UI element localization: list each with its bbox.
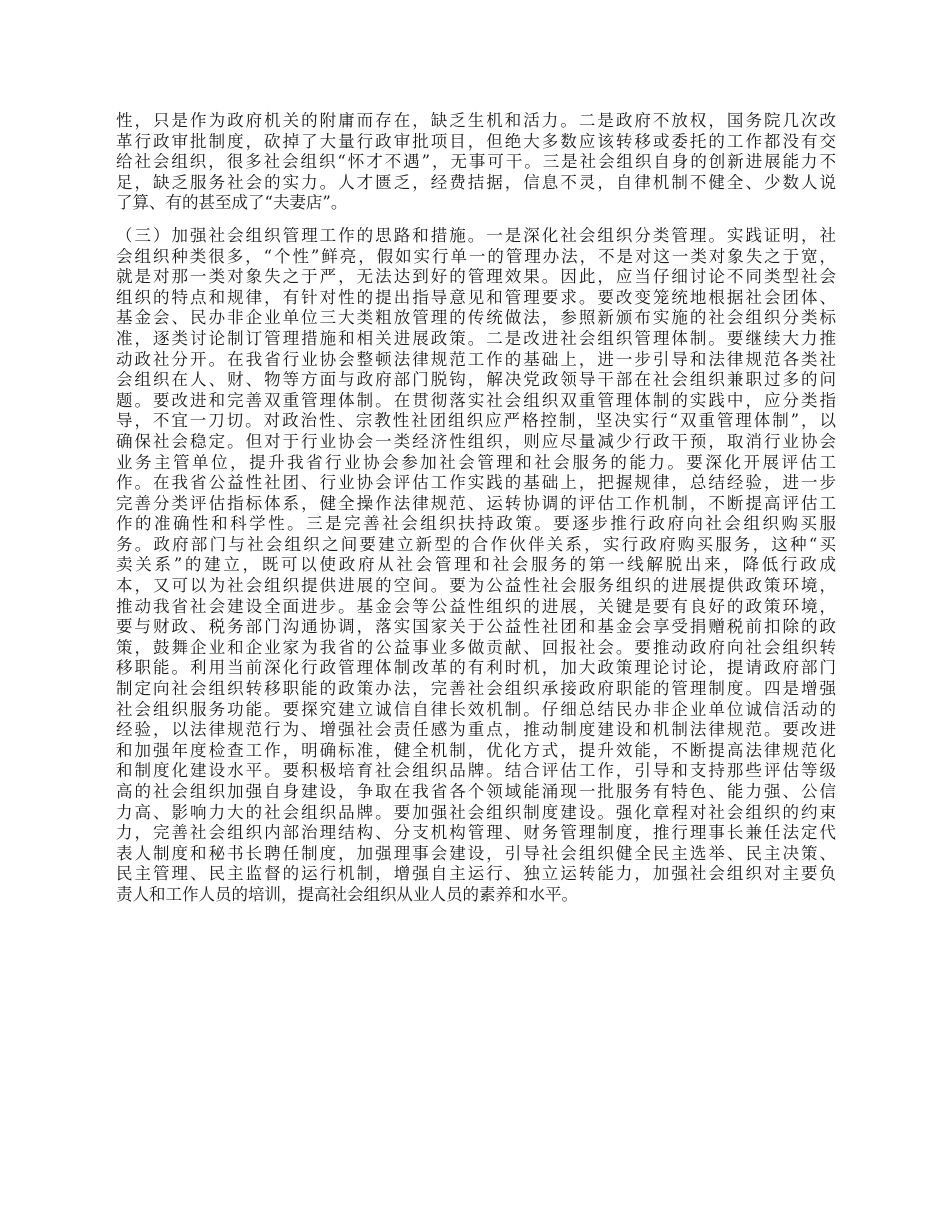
text-line: 业务主管单位，提升我省行业协会参加社会管理和社会服务的能力。要深化开展评估工: [116, 452, 836, 472]
text-line: 组织的特点和规律，有针对性的提出指导意见和管理要求。要改变笼统地根据社会团体、: [116, 287, 836, 307]
text-line: 作。在我省公益性社团、行业协会评估工作实践的基础上，把握规律，总结经验，进一步: [116, 473, 836, 493]
paragraph-1: [116, 111, 836, 214]
text-line: 了算、有的甚至成了“夫妻店”。: [116, 193, 348, 213]
text-line: 确保社会稳定。但对于行业协会一类经济性组织，则应尽量减少行政干预，取消行业协会: [116, 431, 836, 451]
text-line: 要与财政、税务部门沟通协调，落实国家关于公益性社团和基金会享受捐赠税前扣除的政: [116, 617, 836, 637]
text-line: 经验，以法律规范行为、增强社会责任感为重点，推动制度建设和机制法律规范。要改进: [116, 720, 836, 740]
text-line: 会组织在人、财、物等方面与政府部门脱钩，解决党政领导干部在社会组织兼职过多的问: [116, 370, 836, 390]
paragraph-2: [116, 226, 836, 906]
text-line: 和加强年度检查工作，明确标准，健全机制，优化方式，提升效能，不断提高法律规范化: [116, 740, 836, 760]
text-line: 足，缺乏服务社会的实力。人才匮乏，经费拮据，信息不灵，自律机制不健全、少数人说: [116, 172, 836, 192]
text-line: 务。政府部门与社会组织之间要建立新型的合作伙伴关系，实行政府购买服务，这种“买: [116, 534, 836, 554]
text-line: 高的社会组织加强自身建设，争取在我省各个领域能涌现一批服务有特色、能力强、公信: [116, 782, 836, 801]
text-line: 社会组织服务功能。要探究建立诚信自律长效机制。仔细总结民办非企业单位诚信活动的: [116, 699, 836, 719]
text-line: 力，完善社会组织内部治理结构、分支机构管理、财务管理制度，推行理事长兼任法定代: [116, 823, 836, 843]
text-line: 制定向社会组织转移职能的政策办法，完善社会组织承接政府职能的管理制度。四是增强: [116, 679, 836, 699]
text-line: 会组织种类很多，“个性”鲜亮，假如实行单一的管理办法，不是对这一类对象失之于宽，: [116, 246, 836, 266]
text-line: 民主管理、民主监督的运行机制，增强自主运行、独立运转能力，加强社会组织对主要负: [116, 864, 836, 884]
text-line: 推动我省社会建设全面进步。基金会等公益性组织的进展，关键是要有良好的政策环境，: [116, 596, 836, 616]
document-body: [116, 111, 836, 906]
text-line: 责人和工作人员的培训，提高社会组织从业人员的素养和水平。: [116, 884, 578, 904]
text-line: 革行政审批制度，砍掉了大量行政审批项目，但绝大多数应该转移或委托的工作都没有交: [116, 131, 836, 151]
text-line: 作的准确性和科学性。三是完善社会组织扶持政策。要逐步推行政府向社会组织购买服: [116, 514, 836, 534]
text-line: 力高、影响力大的社会组织品牌。要加强社会组织制度建设。强化章程对社会组织的约束: [116, 802, 836, 822]
text-line: 导，不宜一刀切。对政治性、宗教性社团组织应严格控制，坚决实行“双重管理体制”，以: [116, 411, 836, 431]
text-line: 动政社分开。在我省行业协会整顿法律规范工作的基础上，进一步引导和法律规范各类社: [116, 349, 836, 369]
text-line: 移职能。利用当前深化行政管理体制改革的有利时机，加大政策理论讨论，提请政府部门: [116, 658, 836, 678]
text-line: 卖关系”的建立，既可以使政府从社会管理和社会服务的第一线解脱出来，降低行政成: [116, 555, 836, 575]
paragraph-gap: [116, 214, 836, 226]
text-line: 本，又可以为社会组织提供进展的空间。要为公益性社会服务组织的进展提供政策环境，: [116, 576, 836, 596]
text-line: 和制度化建设水平。要积极培育社会组织品牌。结合评估工作，引导和支持那些评估等级: [116, 761, 836, 781]
text-line: 题。要改进和完善双重管理体制。在贯彻落实社会组织双重管理体制的实践中，应分类指: [116, 390, 836, 410]
text-line: 给社会组织，很多社会组织“怀才不遇”，无事可干。三是社会组织自身的创新进展能力不: [116, 152, 836, 172]
text-line: 性，只是作为政府机关的附庸而存在，缺乏生机和活力。二是政府不放权，国务院几次改: [116, 111, 836, 130]
text-line: 就是对那一类对象失之于严，无法达到好的管理效果。因此，应当仔细讨论不同类型社会: [116, 267, 836, 287]
text-line: （三）加强社会组织管理工作的思路和措施。一是深化社会组织分类管理。实践证明，社: [116, 225, 836, 245]
text-line: 表人制度和秘书长聘任制度，加强理事会建设，引导社会组织健全民主选举、民主决策、: [116, 843, 836, 863]
text-line: 基金会、民办非企业单位三大类粗放管理的传统做法，参照新颁布实施的社会组织分类标: [116, 308, 836, 328]
text-line: 完善分类评估指标体系，健全操作法律规范、运转协调的评估工作机制，不断提高评估工: [116, 493, 836, 513]
text-line: 策，鼓舞企业和企业家为我省的公益事业多做贡献、回报社会。要推动政府向社会组织转: [116, 637, 836, 657]
text-line: 准，逐类讨论制订管理措施和相关进展政策。二是改进社会组织管理体制。要继续大力推: [116, 328, 836, 348]
